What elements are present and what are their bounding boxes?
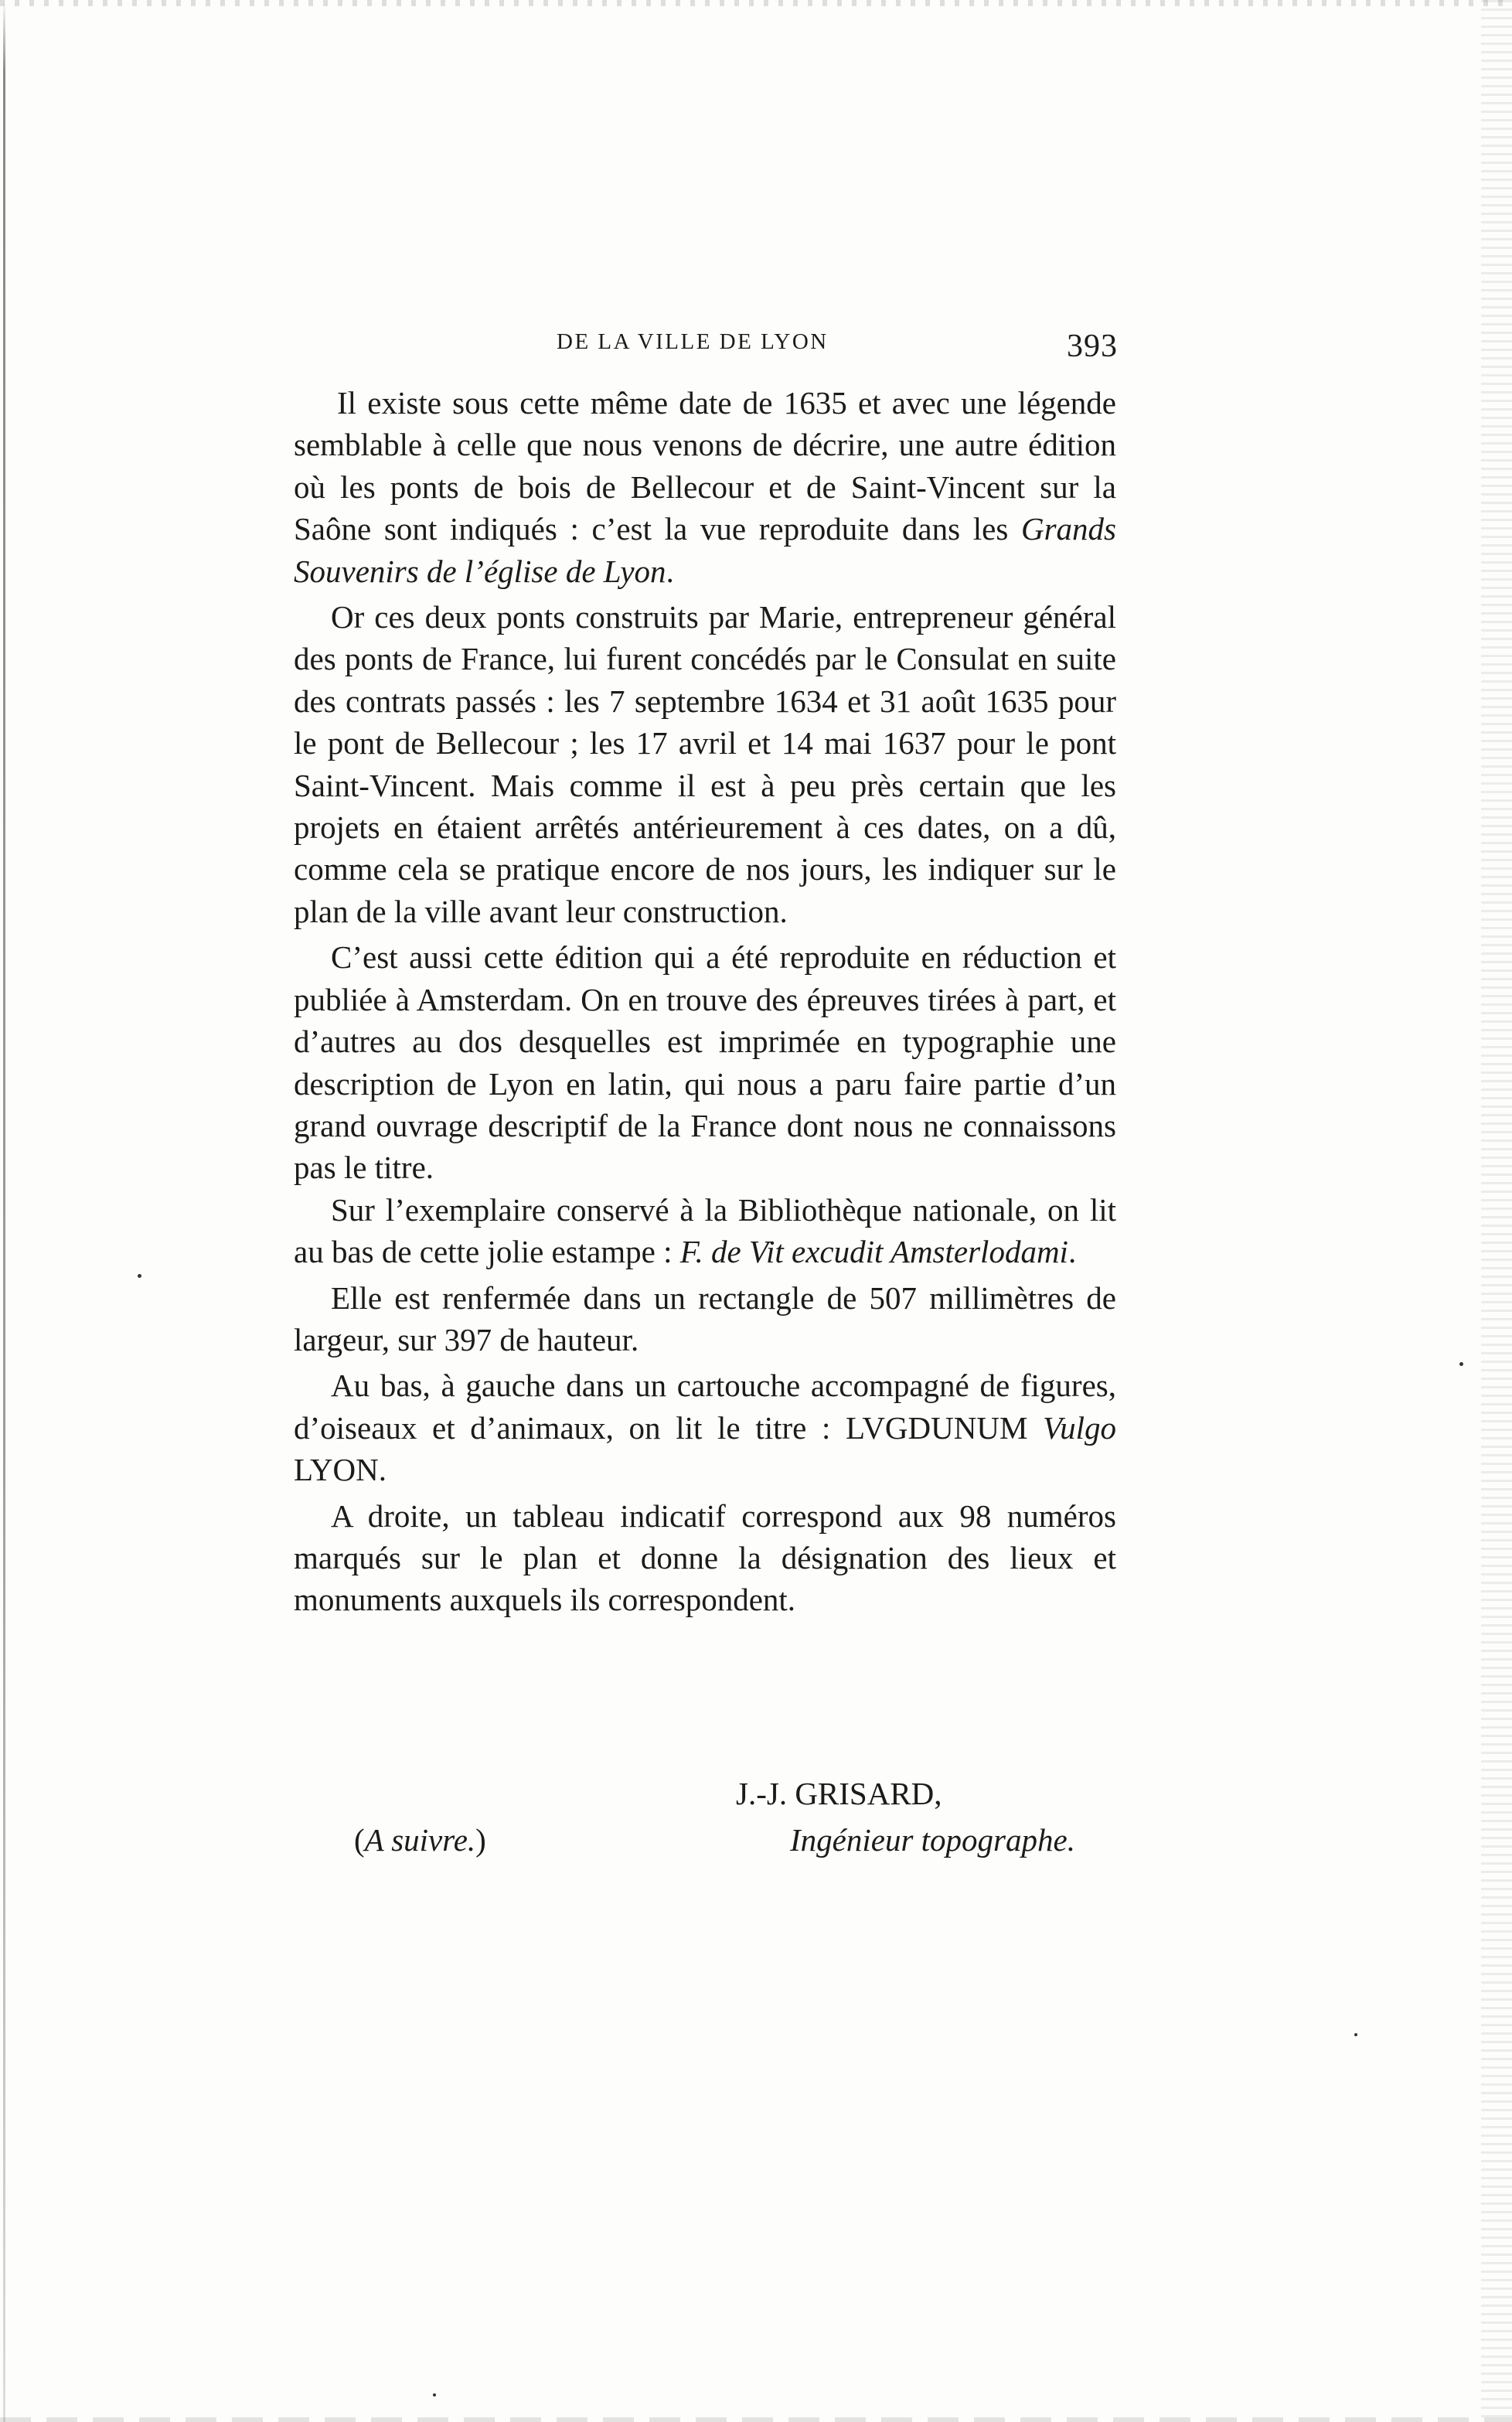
paragraph-6-text: Au bas, à gauche dans un cartouche accompagné de figures, d’oiseaux et d’animaux, on lit le titre : LVGDUNUM xyxy=(294,1368,1116,1446)
paragraph-7: A droite, un tableau indicatif correspond aux 98 numéros marqués sur le plan et donne la désignation des lieux et monuments auxquels ils correspondent. xyxy=(294,1497,1116,1618)
author-name: J.-J. GRISARD, xyxy=(736,1776,942,1811)
closing-block xyxy=(0,1775,1512,1875)
running-head: DE LA VILLE DE LYON xyxy=(557,329,829,354)
to-be-continued-open: ( xyxy=(354,1822,365,1858)
paragraph-2: Or ces deux ponts construits par Marie, entrepreneur général des ponts de France, lui furent concédés par le Consulat en suite des contrats passés : les 7 septembre 1634 et 31 août 1635 pour le pont de Bellecour ; les 17 avril et 14 mai 1637 pour le pont Saint-Vincent. Mais comme il est à peu près certain que les projets en étaient arrêtés antérieurement à ces dates, on a dû, comme cela se pratique encore de nos jours, les indiquer sur le plan de la ville avant leur construction. xyxy=(294,599,1116,929)
paragraph-5: Elle est renfermée dans un rectangle de 507 millimètres de largeur, sur 397 de hauteur. xyxy=(294,1279,1116,1357)
paragraph-1-text: Il existe sous cette même date de 1635 et avec une légende semblable à celle que nous venons de décrire, une autre édition où les ponts de bois de Bellecour et de Saint-Vincent sur la Saône sont indiqués : c’est la vue reproduite dans les xyxy=(294,385,1116,547)
print-speck xyxy=(1354,2033,1357,2036)
to-be-continued xyxy=(354,1821,486,1858)
page-edge-bottom xyxy=(0,2417,1512,2422)
author-title: Ingénieur topographe. xyxy=(790,1822,1075,1858)
paragraph-3: C’est aussi cette édition qui a été reproduite en réduction et publiée à Amsterdam. On en trouve des épreuves tirées à part, et d’autres au dos desquelles est imprimée en typographie une description de Lyon en latin, qui nous a paru faire partie d’un grand ouvrage descriptif de la France dont nous ne connaissons pas le titre. xyxy=(294,939,1116,1186)
paragraph-6 xyxy=(294,1364,1116,1490)
body-text xyxy=(294,382,1116,1621)
paragraph-4 xyxy=(294,1189,1116,1273)
paragraph-1 xyxy=(294,382,1116,592)
to-be-continued-close: ) xyxy=(475,1822,486,1858)
paragraph-6-end: LYON. xyxy=(294,1452,387,1488)
paragraph-4-text: Sur l’exemplaire conservé à la Bibliothèque nationale, on lit au bas de cette jolie estampe : xyxy=(294,1191,1116,1270)
print-speck xyxy=(433,2393,436,2396)
paragraph-6-italic: Vulgo xyxy=(1043,1409,1116,1446)
paragraph-4-end: . xyxy=(1068,1234,1077,1270)
page-edge-top xyxy=(0,0,1512,6)
to-be-continued-text: A suivre. xyxy=(364,1822,476,1858)
page-number: 393 xyxy=(1067,329,1118,364)
page-edge-right xyxy=(1481,0,1512,2422)
print-speck xyxy=(1459,1362,1463,1366)
paragraph-1-italic: Grands Souvenirs de l’église de Lyon xyxy=(294,511,1116,589)
page-edge-left xyxy=(3,0,5,2422)
paragraph-4-italic: F. de Vit excudit Amsterlodami xyxy=(679,1234,1068,1270)
print-speck xyxy=(138,1274,141,1278)
paragraph-1-end: . xyxy=(666,553,674,589)
